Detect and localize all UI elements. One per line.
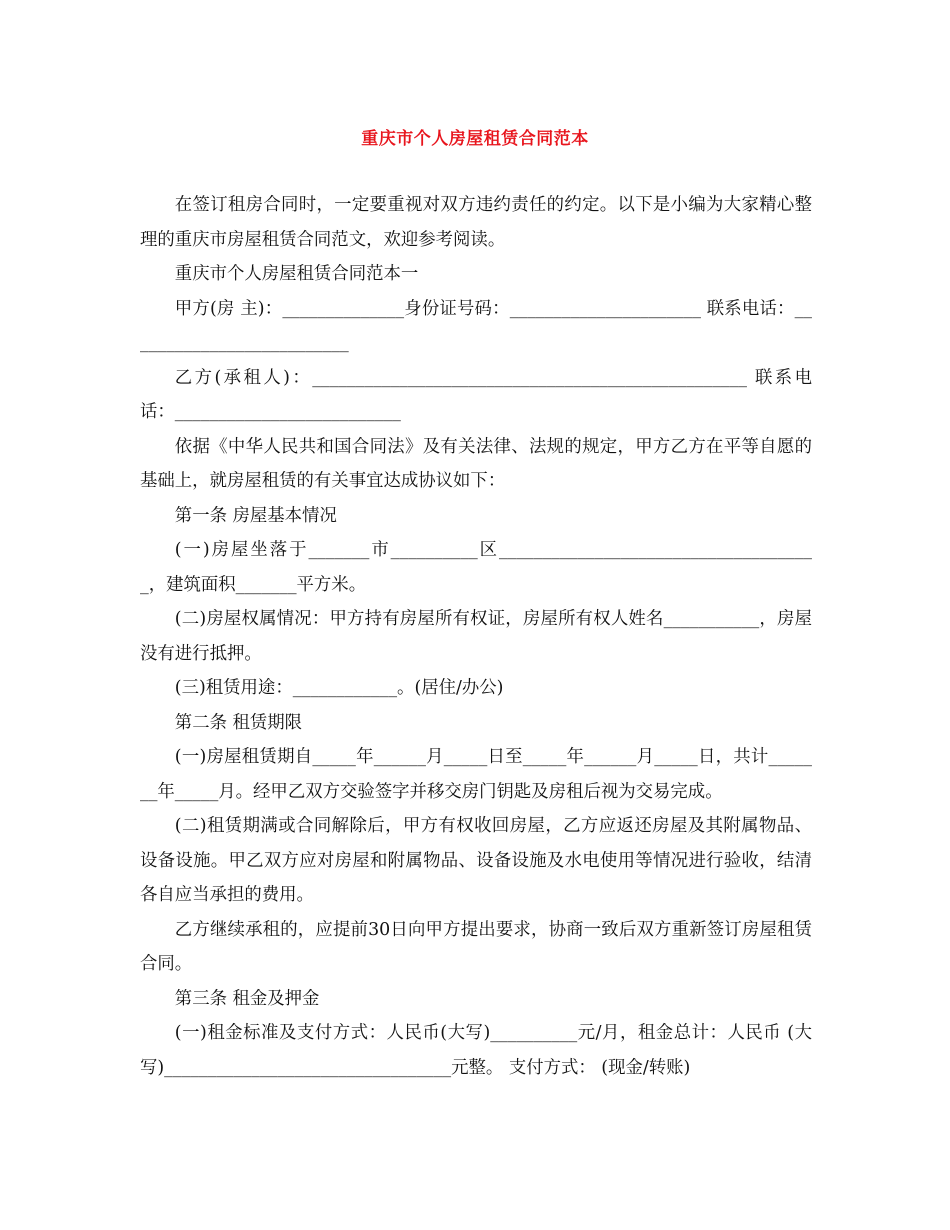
article-1-heading: 第一条 房屋基本情况 [174,505,337,526]
article-2-clause-1: (一)房屋租赁期自_____年______月_____日至_____年______月_____日，共计_______年_____月。经甲乙双方交验签字并移交房门钥匙及房租后视为交易完成。 [140,747,812,802]
article-1-clause-1: (一)房屋坐落于_______市__________区_____________________________________，建筑面积_______平方米。 [140,540,812,595]
document-title: 重庆市个人房屋租赁合同范本 [361,129,589,149]
intro-paragraph: 在签订租房合同时，一定要重视对双方违约责任的约定。以下是小编为大家精心整理的重庆市房屋租赁合同范文，欢迎参考阅读。 [140,195,812,250]
renewal-paragraph: 乙方继续承租的，应提前30日向甲方提出要求，协商一致后双方重新签订房屋租赁合同。 [140,919,812,974]
contract-subtitle: 重庆市个人房屋租赁合同范本一 [174,264,419,284]
party-b-line: 乙方(承租人)：__________________________________________________ 联系电话：__________________________ [140,367,812,422]
document-body [140,188,812,1085]
article-1-clause-3: (三)租赁用途：____________。(居住/办公) [174,678,504,698]
party-a-line: 甲方(房 主)：______________身份证号码：______________________ 联系电话：__________________________ [140,298,812,353]
article-3-clause-1: (一)租金标准及支付方式：人民币(大写)__________元/月，租金总计：人民币 (大写)_________________________________元整。 支付方式： (现金/转账) [140,1023,812,1078]
article-3-heading: 第三条 租金及押金 [174,988,320,1009]
article-1-clause-2: (二)房屋权属情况：甲方持有房屋所有权证，房屋所有权人姓名___________，房屋没有进行抵押。 [140,609,812,664]
legal-basis-paragraph: 依据《中华人民共和国合同法》及有关法律、法规的规定，甲方乙方在平等自愿的基础上，就房屋租赁的有关事宜达成协议如下： [140,436,812,491]
article-2-heading: 第二条 租赁期限 [174,712,303,733]
article-2-clause-2: (二)租赁期满或合同解除后，甲方有权收回房屋，乙方应返还房屋及其附属物品、设备设施。甲乙双方应对房屋和附属物品、设备设施及水电使用等情况进行验收，结清各自应当承担的费用。 [140,816,812,905]
